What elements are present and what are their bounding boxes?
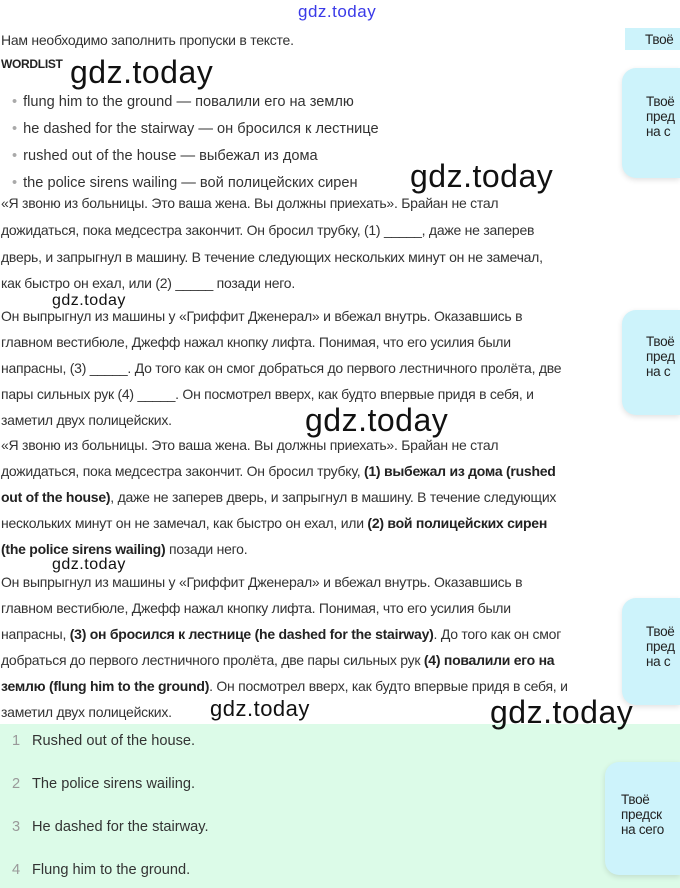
ad-card[interactable] (605, 762, 680, 875)
answer-text: The police sirens wailing. (32, 776, 196, 792)
ad-text: пред (646, 639, 675, 654)
text-segment: . Он посмотрел вверх, как будто впервые придя в себя, и (209, 678, 568, 694)
answer-highlight: землю (flung him to the ground) (1, 678, 210, 694)
watermark: gdz.today (305, 402, 449, 438)
answer-item (12, 733, 195, 749)
task-line (1, 333, 511, 351)
ad-text: Твоё (646, 94, 675, 109)
ad-text: на с (646, 124, 671, 139)
answer-highlight: (2) вой полицейских сирен (367, 515, 548, 531)
ad-text: Твоё (646, 334, 675, 349)
bullet-icon: • (12, 175, 18, 191)
ad-card[interactable] (622, 310, 680, 415)
answers-panel (0, 724, 680, 888)
answer-line (1, 677, 568, 695)
watermark: gdz.today (210, 696, 310, 721)
text-segment: дверь, и запрыгнул в машину. В течение следующих нескольких минут он не замечал, (1, 249, 543, 265)
text-segment: напрасны, (3) _____. До того как он смог добраться до первого лестничного пролёта, две (1, 360, 562, 376)
text-segment: главном вестибюле, Джефф нажал кнопку лифта. Понимая, что его усилия были (1, 334, 511, 350)
wordlist-item (12, 147, 318, 165)
answer-number: 4 (12, 862, 21, 878)
answer-line (1, 599, 511, 617)
ad-text: предск (621, 807, 662, 822)
watermark-top: gdz.today (298, 2, 377, 21)
answer-text: He dashed for the stairway. (32, 819, 209, 835)
task-line (1, 359, 561, 377)
bullet-icon: • (12, 148, 18, 164)
answer-highlight: (4) повалили его на (423, 652, 555, 668)
task-line (1, 274, 295, 292)
ad-text: Твоё (621, 792, 650, 807)
text-segment: как быстро он ехал, или (2) _____ позади него. (1, 275, 295, 291)
text-segment: , даже не заперев дверь, и запрыгнул в машину. В течение следующих (110, 489, 557, 505)
wordlist-item-text: rushed out of the house — выбежал из дома (23, 148, 318, 164)
text-segment: «Я звоню из больницы. Это ваша жена. Вы должны приехать». Брайан не стал (1, 195, 499, 211)
answer-highlight: (the police sirens wailing) (1, 541, 166, 557)
wordlist-item-text: he dashed for the stairway — он бросился к лестнице (23, 121, 379, 137)
task-line (1, 221, 534, 239)
task-line (1, 248, 543, 266)
answer-line (1, 703, 172, 721)
answer-highlight: (3) он бросился к лестнице (he dashed for the stairway) (69, 626, 434, 642)
text-segment: заметил двух полицейских. (1, 412, 172, 428)
wordlist-item-text: the police sirens wailing — вой полицейских сирен (23, 175, 358, 191)
watermark: gdz.today (52, 292, 126, 309)
task-line (1, 194, 498, 212)
answer-line (1, 625, 561, 643)
bullet-icon: • (12, 94, 18, 110)
answer-text: Flung him to the ground. (32, 862, 191, 878)
text-segment: Он выпрыгнул из машины у «Гриффит Дженерал» и вбежал внутрь. Оказавшись в (1, 308, 523, 324)
text-segment: заметил двух полицейских. (1, 704, 172, 720)
ad-text: на сего (621, 822, 665, 837)
text-segment: . До того как он смог (433, 626, 562, 642)
answer-item (12, 776, 195, 792)
text-segment: дожидаться, пока медсестра закончит. Он бросил трубку, (1, 463, 364, 479)
wordlist-item-text: flung him to the ground — повалили его на землю (23, 94, 354, 110)
answer-line (1, 462, 556, 480)
wordlist-item (12, 93, 354, 111)
ad-text: пред (646, 349, 675, 364)
watermark: gdz.today (410, 158, 554, 194)
watermark: gdz.today (70, 54, 214, 90)
text-segment: дожидаться, пока медсестра закончит. Он бросил трубку, (1) _____, даже не заперев (1, 222, 535, 238)
bullet-icon: • (12, 121, 18, 137)
answer-item (12, 819, 209, 835)
ad-card[interactable] (622, 598, 680, 705)
text-segment: добраться до первого лестничного пролёта, две пары сильных рук (1, 652, 424, 668)
text-segment: напрасны, (1, 626, 70, 642)
ad-text: на с (646, 364, 671, 379)
answer-highlight: out of the house) (1, 489, 111, 505)
intro-text: Нам необходимо заполнить пропуски в тексте. (1, 32, 294, 48)
answer-number: 1 (12, 733, 21, 749)
answer-item (12, 862, 190, 878)
wordlist-title: WORDLIST (1, 57, 63, 71)
answer-line (1, 651, 554, 669)
task-line (1, 385, 534, 403)
ad-text: пред (646, 109, 675, 124)
ad-text: Твоё (645, 32, 674, 47)
answer-number: 3 (12, 819, 21, 835)
task-line (1, 411, 172, 429)
text-segment: главном вестибюле, Джефф нажал кнопку лифта. Понимая, что его усилия были (1, 600, 511, 616)
answer-highlight: (1) выбежал из дома (rushed (363, 463, 556, 479)
ad-card[interactable] (625, 28, 680, 50)
wordlist-item (12, 174, 358, 192)
text-segment: «Я звоню из больницы. Это ваша жена. Вы должны приехать». Брайан не стал (1, 437, 499, 453)
ad-text: Твоё (646, 624, 675, 639)
text-segment: пары сильных рук (4) _____. Он посмотрел вверх, как будто впервые придя в себя, и (1, 386, 534, 402)
answer-line (1, 488, 556, 506)
text-segment: позади него. (165, 541, 248, 557)
watermark: gdz.today (490, 694, 634, 730)
watermark: gdz.today (52, 556, 126, 573)
wordlist-item (12, 120, 379, 138)
answer-line (1, 514, 547, 532)
ad-text: на с (646, 654, 671, 669)
ad-card[interactable] (622, 68, 680, 178)
text-segment: Он выпрыгнул из машины у «Гриффит Дженерал» и вбежал внутрь. Оказавшись в (1, 574, 523, 590)
answer-text: Rushed out of the house. (32, 733, 196, 749)
answer-line (1, 573, 522, 591)
answer-number: 2 (12, 776, 21, 792)
text-segment: нескольких минут он не замечал, как быстро он ехал, или (1, 515, 368, 531)
